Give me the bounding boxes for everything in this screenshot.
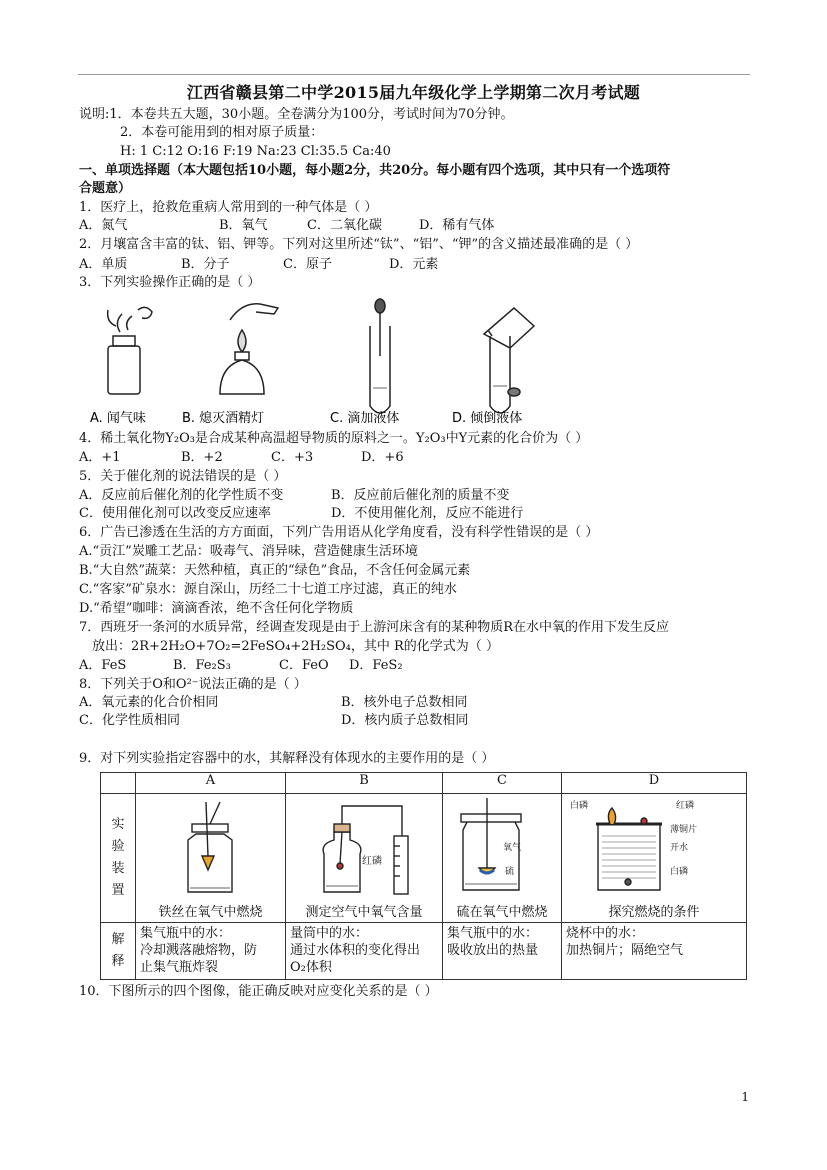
q3-label-d: D. 倾倒液体 [452,411,523,426]
q7-option-c: C．FeO [279,658,329,673]
q9-d-water-label: 开水 [670,843,689,853]
q9-corner-cell [101,773,136,794]
q9-caption-a: 铁丝在氧气中燃烧 [158,905,263,920]
q9-explain-d-line2: 加热铜片；隔绝空气 [566,943,684,958]
q5-option-c: C．使用催化剂可以改变反应速率 [79,506,271,521]
q9-header-row [101,773,747,794]
q4-option-c: C．+3 [271,450,314,465]
q9-explain-b [286,923,443,980]
page-number: 1 [741,1090,749,1104]
q9-explain-c-line2: 吸收放出的热量 [447,943,539,958]
q6-option-b: B.“大自然”蔬菜：天然种植，真正的“绿色”食品，不含任何金属元素 [79,563,471,578]
q2-option-c: C．原子 [283,257,332,272]
q9-explain-c [443,923,562,980]
q9-explain-a [136,923,286,980]
q1-stem: 1．医疗上，抢救危重病人常用到的一种气体是（ ） [79,200,378,215]
note-line-2: 2．本卷可能用到的相对原子质量： [120,125,324,140]
q9-apparatus-b [286,794,443,923]
q3-label-a: A. 闻气味 [90,411,146,426]
q9-figure-b [290,794,438,900]
q9-row-label-apparatus [101,794,136,923]
q3-label-c: C. 滴加液体 [330,411,400,426]
q4-stem: 4．稀土氧化物Y₂O₃是合成某种高温超导物质的原料之一。Y₂O₃中Y元素的化合价为（ ） [79,431,589,446]
q8-option-d: D．核内质子总数相同 [341,713,469,728]
q9-figure-a [140,794,281,900]
q9-explain-b-line3: O₂体积 [290,960,332,975]
q9-d-red-phosphorus-label: 红磷 [676,801,695,811]
note-line-1: 说明:1．本卷共五大题，30小题。全卷满分为100分，考试时间为70分钟。 [79,107,514,122]
q9-stem: 9．对下列实验指定容器中的水，其解释没有体现水的主要作用的是（ ） [79,751,495,766]
q9-col-b: B [286,773,443,794]
q8-option-b: B．核外电子总数相同 [341,695,468,710]
q9-col-a: A [136,773,286,794]
header-rule [78,74,750,75]
q4-option-b: B．+2 [181,450,223,465]
q7-option-a: A．FeS [79,658,127,673]
q9-apparatus-a [136,794,286,923]
q9-d-white-phosphorus-bottom-label: 白磷 [670,867,689,877]
q9-apparatus-c [443,794,562,923]
note-line-3: H: 1 C:12 O:16 F:19 Na:23 Cl:35.5 Ca:40 [120,144,391,159]
q4-option-d: D．+6 [361,450,404,465]
q1-option-d: D．稀有气体 [419,218,495,233]
q2-stem: 2．月壤富含丰富的钛、铝、钾等。下列对这里所述“钛”、“铝”、“钾”的含义描述最准确的是（ ） [79,237,639,252]
q9-explain-a-line2: 冷却溅落融熔物，防 [140,943,258,958]
section-heading-2: 合题意） [79,181,132,196]
q7-stem-2: 放出：2R+2H₂O+7O₂=2FeSO₄+2H₂SO₄，其中 R的化学式为（ ） [92,639,499,654]
q4-option-a: A．+1 [79,450,121,465]
q7-stem: 7．西班牙一条河的水质异常，经调查发现是由于上游河床含有的某种物质R在水中氧的作用下发生反应 [79,620,670,635]
q6-stem: 6．广告已渗透在生活的方方面面，下列广告用语从化学角度看，没有科学性错误的是（ ） [79,525,599,540]
q5-option-b: B．反应前后催化剂的质量不变 [331,488,510,503]
q6-option-a: A.“贡江”炭雕工艺品：吸毒气、消异味，营造健康生活环境 [79,544,418,559]
q6-option-c: C.“客家”矿泉水：源自深山，历经二十七道工序过滤，真正的纯水 [79,582,457,597]
section-heading-1: 一、单项选择题（本大题包括10小题，每小题2分，共20分。每小题有四个选项，其中只有一个选项符 [79,163,671,178]
q1-option-c: C．二氧化碳 [307,218,382,233]
q9-apparatus-d [562,794,747,923]
q9-d-copper-label: 薄铜片 [670,825,698,835]
q9-row-label-explain-text: 解释 [111,932,125,969]
q9-apparatus-row [101,794,747,923]
q9-b-red-phosphorus-label: 红磷 [362,856,382,867]
q8-stem: 8．下列关于O和O²⁻说法正确的是（ ） [79,677,307,692]
q9-d-white-phosphorus-top-label: 白磷 [570,801,589,811]
q9-col-d: D [562,773,747,794]
q2-option-a: A．单质 [79,257,128,272]
q9-table [100,772,747,980]
q9-figure-c [447,794,557,900]
q9-col-c: C [443,773,562,794]
q9-explain-d-line1: 烧杯中的水： [566,926,645,941]
q9-caption-d: 探究燃烧的条件 [608,905,700,920]
q8-option-a: A．氧元素的化合价相同 [79,695,219,710]
q9-explain-c-line1: 集气瓶中的水： [447,926,539,941]
q3-label-b: B. 熄灭酒精灯 [182,411,265,426]
q5-option-a: A．反应前后催化剂的化学性质不变 [79,488,284,503]
q8-option-c: C．化学性质相同 [79,713,180,728]
q9-c-sulfur-label: 硫 [505,867,515,877]
q6-option-d: D.“希望”咖啡：滴滴香浓，绝不含任何化学物质 [79,601,354,616]
q3-figure [80,296,560,428]
q3-figure-c [370,299,390,413]
q3-stem: 3．下列实验操作正确的是（ ） [79,275,261,290]
q1-option-a: A．氮气 [79,218,128,233]
q1-option-b: B．氧气 [219,218,268,233]
q3-figure-b [220,304,278,394]
page-title: 江西省赣县第二中学2015届九年级化学上学期第二次月考试题 [186,83,641,102]
q9-row-label-explain [101,923,136,980]
q9-c-oxygen-label: 氧气 [503,843,522,853]
q5-option-d: D．不使用催化剂，反应不能进行 [331,506,524,521]
q10-stem: 10．下图所示的四个图像，能正确反映对应变化关系的是（ ） [79,984,438,999]
q9-explain-b-line1: 量筒中的水： [290,926,369,941]
q3-figure-a [108,307,152,394]
q9-caption-c: 硫在氧气中燃烧 [456,905,548,920]
q9-explain-b-line2: 通过水体积的变化得出 [290,943,421,958]
q5-stem: 5．关于催化剂的说法错误的是（ ） [79,469,287,484]
q3-figure-d [484,308,534,413]
q9-caption-b: 测定空气中氧气含量 [305,905,423,920]
q2-option-b: B．分子 [181,257,230,272]
q9-figure-d [566,794,742,900]
q9-explain-a-line3: 止集气瓶炸裂 [140,960,219,975]
q9-explain-a-line1: 集气瓶中的水： [140,926,232,941]
q7-option-b: B．Fe₂S₃ [173,658,231,673]
q9-row-label-apparatus-text: 实验装置 [111,817,125,898]
q9-explain-d [562,923,747,980]
q9-explain-row [101,923,747,980]
q7-option-d: D．FeS₂ [349,658,403,673]
q2-option-d: D．元素 [389,257,439,272]
